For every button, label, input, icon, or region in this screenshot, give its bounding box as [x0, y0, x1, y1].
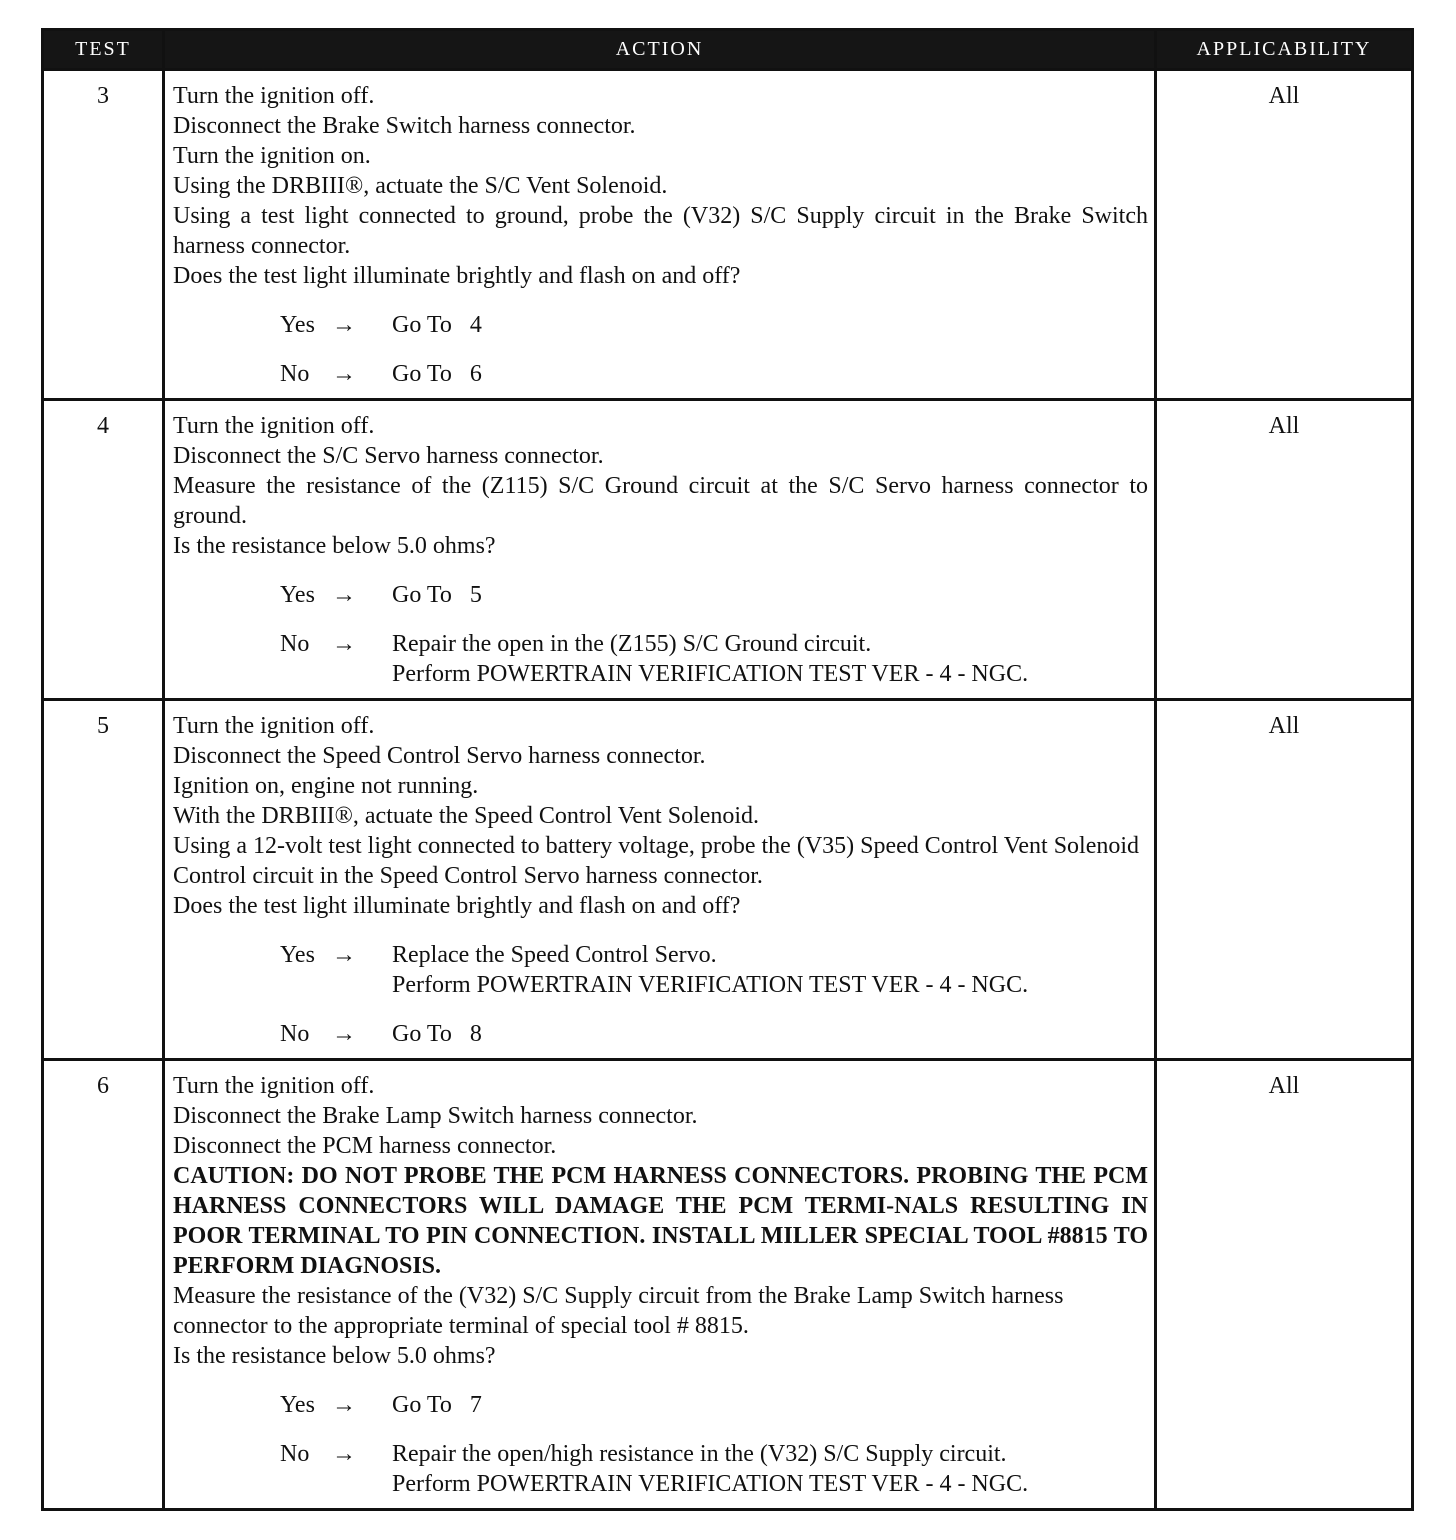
action-step: Using the DRBIII®, actuate the S/C Vent Solenoid. — [173, 173, 668, 199]
applicability-cell: All — [1156, 70, 1413, 400]
action-step: With the DRBIII®, actuate the Speed Control Vent Solenoid. — [173, 803, 760, 829]
action-step: Disconnect the Brake Lamp Switch harness connector. — [173, 1103, 698, 1129]
caution-warning: CAUTION: DO NOT PROBE THE PCM HARNESS CONNECTORS. PROBING THE PCM HARNESS CONNECTORS WILL DAMAGE THE PCM TERMI-NALS RESULTING IN POOR TERMINAL TO PIN CONNECTION. INSTALL MILLER SPECIAL TOOL #8815 TO PERFORM DIAGNOSIS. — [173, 1163, 1148, 1279]
outcome-no-result — [392, 359, 1148, 389]
action-step: Measure the resistance of the (V32) S/C Supply circuit from the Brake Lamp Switch harness connector to the appropriate terminal of special tool # 8815. — [173, 1283, 1064, 1339]
table-row — [43, 70, 1413, 400]
right-arrow-icon: → — [332, 312, 356, 338]
action-step: Measure the resistance of the (Z115) S/C Ground circuit at the S/C Servo harness connector to ground. — [173, 473, 1148, 529]
action-cell — [164, 700, 1156, 1060]
right-arrow-icon: → — [332, 942, 356, 968]
outcome-no — [280, 629, 1148, 689]
header-test: TEST — [43, 30, 164, 70]
outcome-yes — [280, 940, 1148, 1000]
outcome-no-result — [392, 1439, 1148, 1499]
outcome-yes-label: Yes — [280, 582, 315, 608]
applicability-cell: All — [1156, 1060, 1413, 1510]
action-cell — [164, 1060, 1156, 1510]
outcome-yes-label: Yes — [280, 1392, 315, 1418]
table-row — [43, 1060, 1413, 1510]
outcome-result-line: Go To 4 — [392, 312, 482, 338]
outcome-no-label: No — [280, 1441, 310, 1467]
outcome-no-label: No — [280, 1021, 310, 1047]
action-step: Turn the ignition on. — [173, 143, 371, 169]
outcome-yes — [280, 310, 1148, 340]
action-step: Using a 12-volt test light connected to battery voltage, probe the (V35) Speed Control Vent Solenoid Control circuit in the Speed Control Servo harness connector. — [173, 833, 1140, 889]
outcome-no — [280, 359, 1148, 389]
action-step: Turn the ignition off. — [173, 713, 375, 739]
outcome-result-line: Repair the open in the (Z155) S/C Ground circuit. — [392, 631, 872, 657]
outcome-yes-result — [392, 310, 1148, 340]
test-number: 3 — [43, 70, 164, 400]
outcome-result-line: Perform POWERTRAIN VERIFICATION TEST VER - 4 - NGC. — [392, 1471, 1029, 1497]
outcome-yes-label: Yes — [280, 942, 315, 968]
action-question: Is the resistance below 5.0 ohms? — [173, 533, 496, 559]
diagnostic-table-page — [41, 28, 1411, 1511]
outcome-result-line: Go To 6 — [392, 361, 482, 387]
action-step: Disconnect the S/C Servo harness connector. — [173, 443, 604, 469]
action-step: Turn the ignition off. — [173, 1073, 375, 1099]
test-number: 5 — [43, 700, 164, 1060]
applicability-cell: All — [1156, 400, 1413, 700]
test-number: 6 — [43, 1060, 164, 1510]
outcome-yes — [280, 1390, 1148, 1420]
outcome-result-line: Go To 8 — [392, 1021, 482, 1047]
action-question: Does the test light illuminate brightly and flash on and off? — [173, 263, 741, 289]
action-question: Is the resistance below 5.0 ohms? — [173, 1343, 496, 1369]
outcome-no-result — [392, 629, 1148, 689]
header-applicability: APPLICABILITY — [1156, 30, 1413, 70]
action-step: Turn the ignition off. — [173, 83, 375, 109]
table-row — [43, 700, 1413, 1060]
header-action: ACTION — [164, 30, 1156, 70]
action-question: Does the test light illuminate brightly and flash on and off? — [173, 893, 741, 919]
outcome-result-line: Perform POWERTRAIN VERIFICATION TEST VER - 4 - NGC. — [392, 972, 1029, 998]
right-arrow-icon: → — [332, 1441, 356, 1467]
table-row — [43, 400, 1413, 700]
outcome-no — [280, 1019, 1148, 1049]
outcome-no-label: No — [280, 361, 310, 387]
outcome-yes-result — [392, 940, 1148, 1000]
outcome-no-result — [392, 1019, 1148, 1049]
action-step: Turn the ignition off. — [173, 413, 375, 439]
outcome-result-line: Repair the open/high resistance in the (V32) S/C Supply circuit. — [392, 1441, 1007, 1467]
right-arrow-icon: → — [332, 1021, 356, 1047]
diagnostic-test-table — [41, 28, 1414, 1511]
action-step: Using a test light connected to ground, probe the (V32) S/C Supply circuit in the Brake Switch harness connector. — [173, 203, 1148, 259]
right-arrow-icon: → — [332, 361, 356, 387]
outcome-no — [280, 1439, 1148, 1499]
action-step: Disconnect the Speed Control Servo harness connector. — [173, 743, 706, 769]
action-cell — [164, 400, 1156, 700]
outcome-result-line: Go To 7 — [392, 1392, 482, 1418]
right-arrow-icon: → — [332, 631, 356, 657]
outcome-yes-result — [392, 580, 1148, 610]
action-step: Disconnect the PCM harness connector. — [173, 1133, 557, 1159]
outcome-result-line: Perform POWERTRAIN VERIFICATION TEST VER - 4 - NGC. — [392, 661, 1029, 687]
right-arrow-icon: → — [332, 1392, 356, 1418]
outcome-yes-result — [392, 1390, 1148, 1420]
outcome-no-label: No — [280, 631, 310, 657]
test-number: 4 — [43, 400, 164, 700]
table-header-row — [43, 30, 1413, 70]
outcome-result-line: Replace the Speed Control Servo. — [392, 942, 717, 968]
applicability-cell: All — [1156, 700, 1413, 1060]
outcome-yes — [280, 580, 1148, 610]
action-step: Disconnect the Brake Switch harness connector. — [173, 113, 636, 139]
right-arrow-icon: → — [332, 582, 356, 608]
outcome-yes-label: Yes — [280, 312, 315, 338]
action-cell — [164, 70, 1156, 400]
action-step: Ignition on, engine not running. — [173, 773, 479, 799]
outcome-result-line: Go To 5 — [392, 582, 482, 608]
